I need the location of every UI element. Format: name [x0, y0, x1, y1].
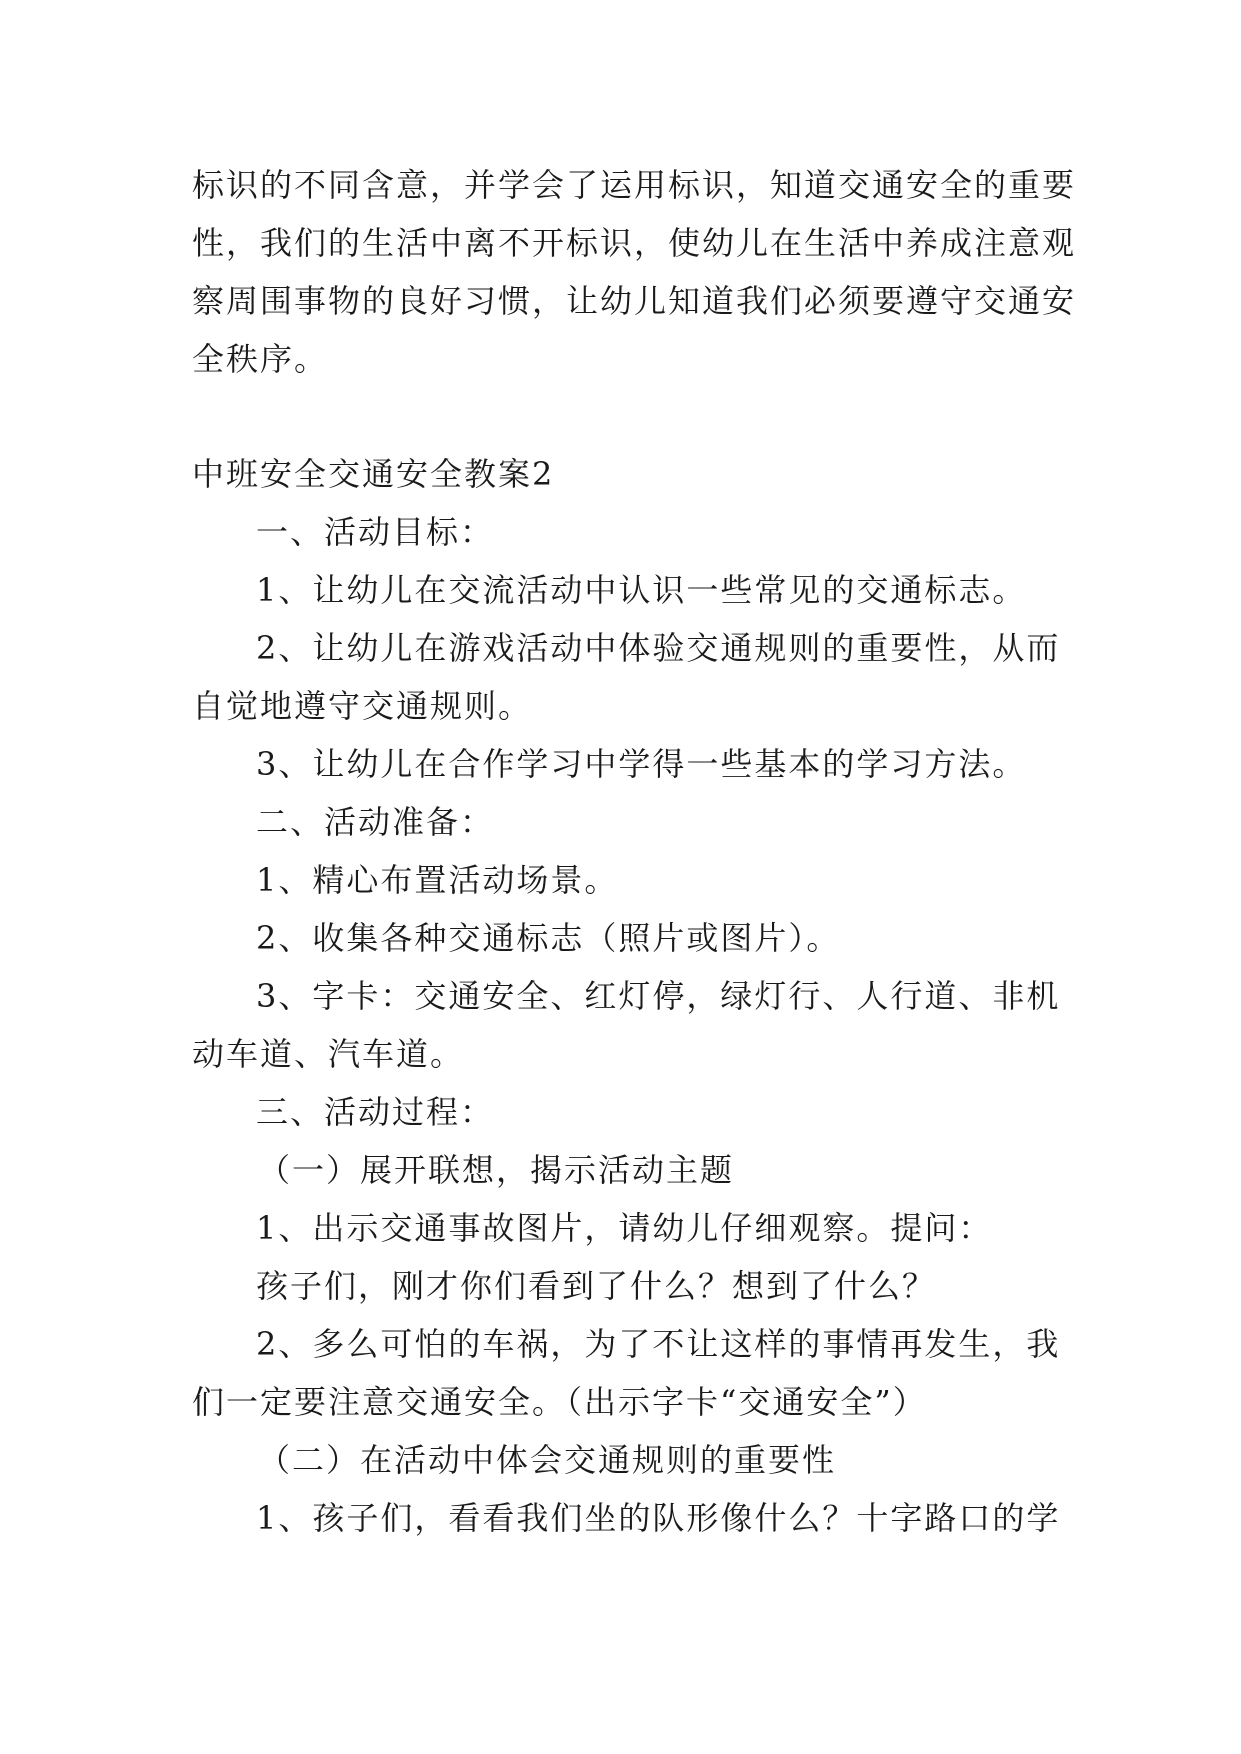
list-item-continuation: 们一定要注意交通安全。（出示字卡“交通安全”） — [192, 1383, 927, 1421]
list-item: 2、多么可怕的车祸，为了不让这样的事情再发生，我 — [256, 1325, 1061, 1363]
subheading: （一）展开联想，揭示活动主题 — [258, 1151, 735, 1189]
heading-process: 三、活动过程： — [256, 1093, 495, 1131]
list-item-continuation: 自觉地遵守交通规则。 — [192, 687, 533, 725]
list-item: 3、字卡：交通安全、红灯停，绿灯行、人行道、非机 — [256, 977, 1061, 1015]
list-item: 1、让幼儿在交流活动中认识一些常见的交通标志。 — [256, 571, 1027, 609]
list-item: 1、孩子们，看看我们坐的队形像什么？十字路口的学 — [256, 1499, 1061, 1537]
paragraph-line: 孩子们，刚才你们看到了什么？想到了什么？ — [256, 1267, 937, 1305]
paragraph-line: 标识的不同含意，并学会了运用标识，知道交通安全的重要 — [192, 166, 1077, 204]
subheading: （二）在活动中体会交通规则的重要性 — [258, 1441, 837, 1479]
list-item: 3、让幼儿在合作学习中学得一些基本的学习方法。 — [256, 745, 1027, 783]
paragraph-line: 察周围事物的良好习惯，让幼儿知道我们必须要遵守交通安 — [192, 282, 1077, 320]
paragraph-line: 性，我们的生活中离不开标识，使幼儿在生活中养成注意观 — [192, 224, 1077, 262]
paragraph-line: 全秩序。 — [192, 340, 329, 378]
heading-preparation: 二、活动准备： — [256, 803, 495, 841]
list-item: 1、精心布置活动场景。 — [256, 861, 619, 899]
section-title: 中班安全交通安全教案2 — [192, 455, 555, 493]
list-item: 2、收集各种交通标志（照片或图片）。 — [256, 919, 841, 957]
list-item: 1、出示交通事故图片，请幼儿仔细观察。提问： — [256, 1209, 993, 1247]
heading-goals: 一、活动目标： — [256, 513, 495, 551]
list-item-continuation: 动车道、汽车道。 — [192, 1035, 465, 1073]
list-item: 2、让幼儿在游戏活动中体验交通规则的重要性，从而 — [256, 629, 1061, 667]
